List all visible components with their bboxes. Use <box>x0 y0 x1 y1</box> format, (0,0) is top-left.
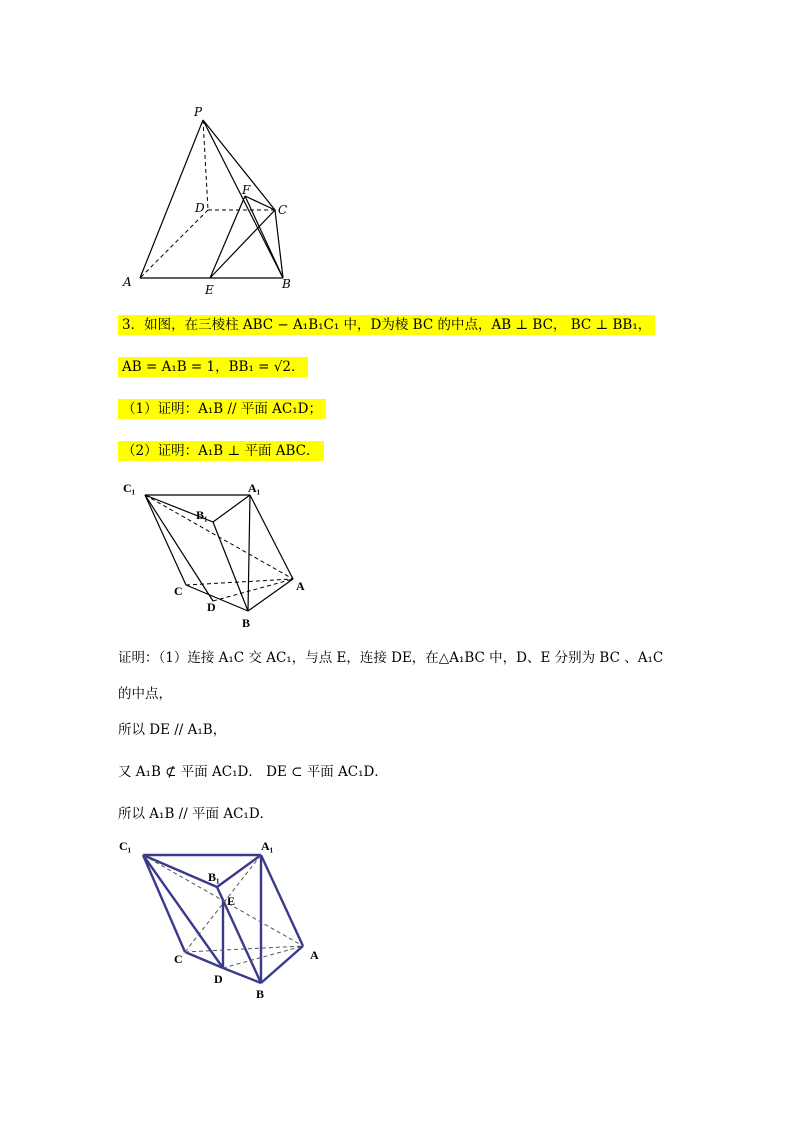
label-c: C <box>278 203 288 217</box>
label-b: B <box>242 616 251 630</box>
label-b1: B₁ <box>208 870 220 884</box>
label-c1: C₁ <box>119 839 132 853</box>
label-c1: C₁ <box>123 481 136 495</box>
label-d: D <box>207 600 216 614</box>
proof-line-3: 所以 DE // A₁B， <box>118 722 227 738</box>
label-f: F <box>242 183 251 197</box>
part-2-text: （2）证明：A₁B ⊥ 平面 ABC． <box>118 441 324 461</box>
label-a1: A₁ <box>248 481 261 495</box>
label-a: A <box>123 275 132 289</box>
proof-line-1: 证明：（1）连接 A₁C 交 AC₁，与点 E，连接 DE，在△A₁BC 中，D、E 分别为 BC 、A₁C <box>118 650 664 666</box>
label-b: B <box>282 277 291 291</box>
proof-line-4: 又 A₁B ⊄ 平面 AC₁D． DE ⊂ 平面 AC₁D． <box>118 764 388 780</box>
label-e: E <box>227 894 236 908</box>
proof-line-2: 的中点， <box>118 686 172 702</box>
problem-number: 3 <box>122 317 131 333</box>
label-e: E <box>205 283 214 297</box>
label-c: C <box>174 952 183 966</box>
label-d: D <box>214 972 223 986</box>
label-a: A <box>296 579 305 593</box>
problem-statement-1: ．如图，在三棱柱 ABC − A₁B₁C₁ 中，D为棱 BC 的中点，AB ⊥ BC， BC ⊥ BB₁， <box>130 317 652 333</box>
problem-part-1 <box>118 398 326 420</box>
label-p: P <box>194 105 203 119</box>
problem-line-1 <box>118 314 655 336</box>
part-1-text: （1）证明：A₁B // 平面 AC₁D； <box>118 399 326 419</box>
figure-prism-with-e <box>118 835 333 1000</box>
label-d: D <box>195 201 205 215</box>
label-b1: B₁ <box>196 508 208 522</box>
figure-pyramid <box>118 100 318 300</box>
label-b: B <box>256 987 265 1000</box>
label-c: C <box>174 584 183 598</box>
label-a1: A₁ <box>261 839 274 853</box>
problem-part-2 <box>118 440 324 462</box>
problem-line-2 <box>118 356 308 378</box>
problem-statement-2: AB = A₁B = 1，BB₁ = √2． <box>118 357 308 377</box>
figure-prism <box>118 475 318 635</box>
label-a: A <box>310 948 319 962</box>
proof-line-5: 所以 A₁B // 平面 AC₁D． <box>118 806 274 822</box>
